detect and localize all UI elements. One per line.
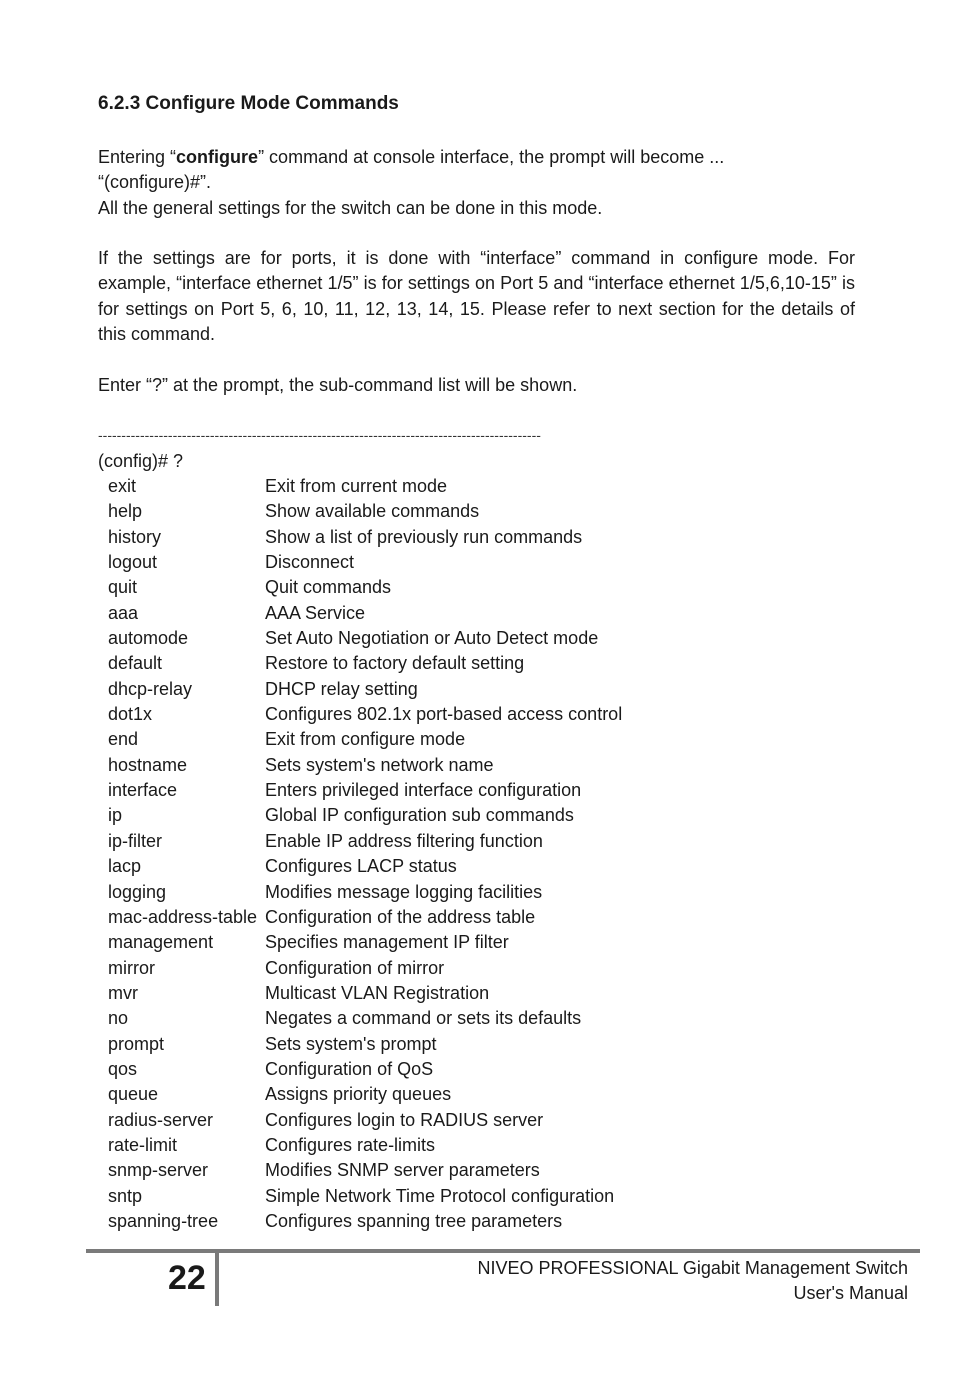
page-number: 22 <box>168 1259 206 1297</box>
command-row <box>98 930 798 955</box>
command-description: Configuration of the address table <box>265 906 536 927</box>
command-name: no <box>108 1008 129 1029</box>
footer-title-line-1: NIVEO PROFESSIONAL Gigabit Management Switch <box>477 1258 908 1278</box>
command-description: Exit from current mode <box>265 476 448 496</box>
command-row <box>98 1184 798 1209</box>
command-description: Simple Network Time Protocol configuration <box>265 1185 615 1206</box>
command-row <box>98 474 798 499</box>
command-row <box>98 1006 798 1031</box>
command-row <box>98 803 798 828</box>
command-row <box>98 626 798 651</box>
command-description: Configures spanning tree parameters <box>265 1210 563 1231</box>
command-description: Modifies SNMP server parameters <box>265 1160 540 1181</box>
command-name: spanning-tree <box>108 1210 219 1231</box>
command-row <box>98 753 798 778</box>
command-description: Show available commands <box>265 501 480 522</box>
footer-rule <box>86 1249 920 1253</box>
command-row <box>98 1158 798 1183</box>
command-description: Configuration of QoS <box>265 1058 434 1079</box>
command-row <box>98 677 798 702</box>
footer-title <box>478 1256 909 1306</box>
ports-paragraph: If the settings are for ports, it is done with “interface” command in configure mode. For example, “interface ethernet 1/5” is for settings on Port 5 and “interface ethernet 1/5,6,10-15” is for settings on Port 5, 6, 10, 11, 12, 13, 14, 15. Please refer to next section for the details of this command. <box>98 248 855 344</box>
command-name: quit <box>108 577 138 598</box>
command-description: DHCP relay setting <box>265 678 418 699</box>
command-list <box>98 474 798 1234</box>
command-description: Specifies management IP filter <box>265 932 509 953</box>
intro-text-pre: Entering “ <box>98 147 177 167</box>
command-row <box>98 651 798 676</box>
command-description: Configures LACP status <box>265 856 457 877</box>
command-name: history <box>108 526 162 547</box>
command-row <box>98 601 798 626</box>
enter-paragraph: Enter “?” at the prompt, the sub-command list will be shown. <box>98 375 578 395</box>
separator-line: ----------------------------------------------------------------------------------------------- <box>98 427 541 443</box>
command-name: ip-filter <box>108 830 163 851</box>
command-row <box>98 981 798 1006</box>
command-name: mvr <box>108 982 138 1003</box>
command-description: Configures login to RADIUS server <box>265 1109 544 1130</box>
command-description: Multicast VLAN Registration <box>265 982 490 1003</box>
command-name: logout <box>108 552 158 573</box>
command-row <box>98 1133 798 1158</box>
command-row <box>98 905 798 930</box>
command-description: Sets system's network name <box>265 754 494 775</box>
command-description: Set Auto Negotiation or Auto Detect mode <box>265 628 599 649</box>
command-name: help <box>108 501 143 522</box>
command-description: AAA Service <box>265 602 366 623</box>
command-description: Modifies message logging facilities <box>265 881 543 902</box>
footer-divider <box>215 1253 219 1306</box>
command-name: lacp <box>108 856 142 877</box>
command-row <box>98 1082 798 1107</box>
command-description: Negates a command or sets its defaults <box>265 1008 582 1029</box>
command-description: Show a list of previously run commands <box>265 526 583 547</box>
command-name: snmp-server <box>108 1160 209 1181</box>
command-name: logging <box>108 881 167 902</box>
command-name: interface <box>108 780 178 801</box>
intro-line-1 <box>98 145 855 170</box>
command-row <box>98 854 798 879</box>
command-name: hostname <box>108 754 188 775</box>
intro-line-3: All the general settings for the switch can be done in this mode. <box>98 198 603 218</box>
intro-line-2: “(configure)#”. <box>98 172 212 192</box>
command-row <box>98 702 798 727</box>
command-row <box>98 525 798 550</box>
command-row <box>98 956 798 981</box>
command-description: Enters privileged interface configuration <box>265 780 582 801</box>
command-description: Assigns priority queues <box>265 1084 452 1105</box>
command-description: Exit from configure mode <box>265 729 466 750</box>
command-description: Quit commands <box>265 577 392 598</box>
command-name: aaa <box>108 602 139 623</box>
command-row <box>98 880 798 905</box>
command-name: management <box>108 932 214 953</box>
command-name: dhcp-relay <box>108 678 193 699</box>
command-name: radius-server <box>108 1109 214 1130</box>
command-row <box>98 1057 798 1082</box>
command-name: sntp <box>108 1185 143 1206</box>
console-prompt: (config)# ? <box>98 451 184 471</box>
command-row <box>98 727 798 752</box>
command-description: Disconnect <box>265 552 355 573</box>
command-row <box>98 575 798 600</box>
command-row <box>98 1108 798 1133</box>
command-description: Global IP configuration sub commands <box>265 805 574 826</box>
command-name: mac-address-table <box>108 906 258 927</box>
command-name: rate-limit <box>108 1134 178 1155</box>
command-name: qos <box>108 1058 138 1079</box>
configure-keyword: configure <box>176 147 259 167</box>
command-row <box>98 829 798 854</box>
command-description: Restore to factory default setting <box>265 653 525 674</box>
command-name: default <box>108 653 163 674</box>
command-description: Configures rate-limits <box>265 1134 436 1155</box>
command-row <box>98 499 798 524</box>
section-heading: 6.2.3 Configure Mode Commands <box>98 93 399 114</box>
command-row <box>98 778 798 803</box>
command-name: automode <box>108 628 189 649</box>
command-name: queue <box>108 1084 159 1105</box>
command-name: mirror <box>108 957 155 978</box>
command-description: Configures 802.1x port-based access control <box>265 704 623 725</box>
command-description: Sets system's prompt <box>265 1033 437 1054</box>
command-name: dot1x <box>108 704 153 725</box>
command-name: prompt <box>108 1033 165 1054</box>
command-row <box>98 1209 798 1234</box>
footer-title-line-2: User's Manual <box>793 1283 908 1303</box>
command-name: end <box>108 729 139 750</box>
command-row <box>98 550 798 575</box>
intro-text-post: ” command at console interface, the prompt will become ... <box>258 147 725 167</box>
command-description: Enable IP address filtering function <box>265 830 543 851</box>
command-name: exit <box>108 476 137 496</box>
command-row <box>98 1032 798 1057</box>
command-name: ip <box>108 805 123 826</box>
command-description: Configuration of mirror <box>265 957 445 978</box>
